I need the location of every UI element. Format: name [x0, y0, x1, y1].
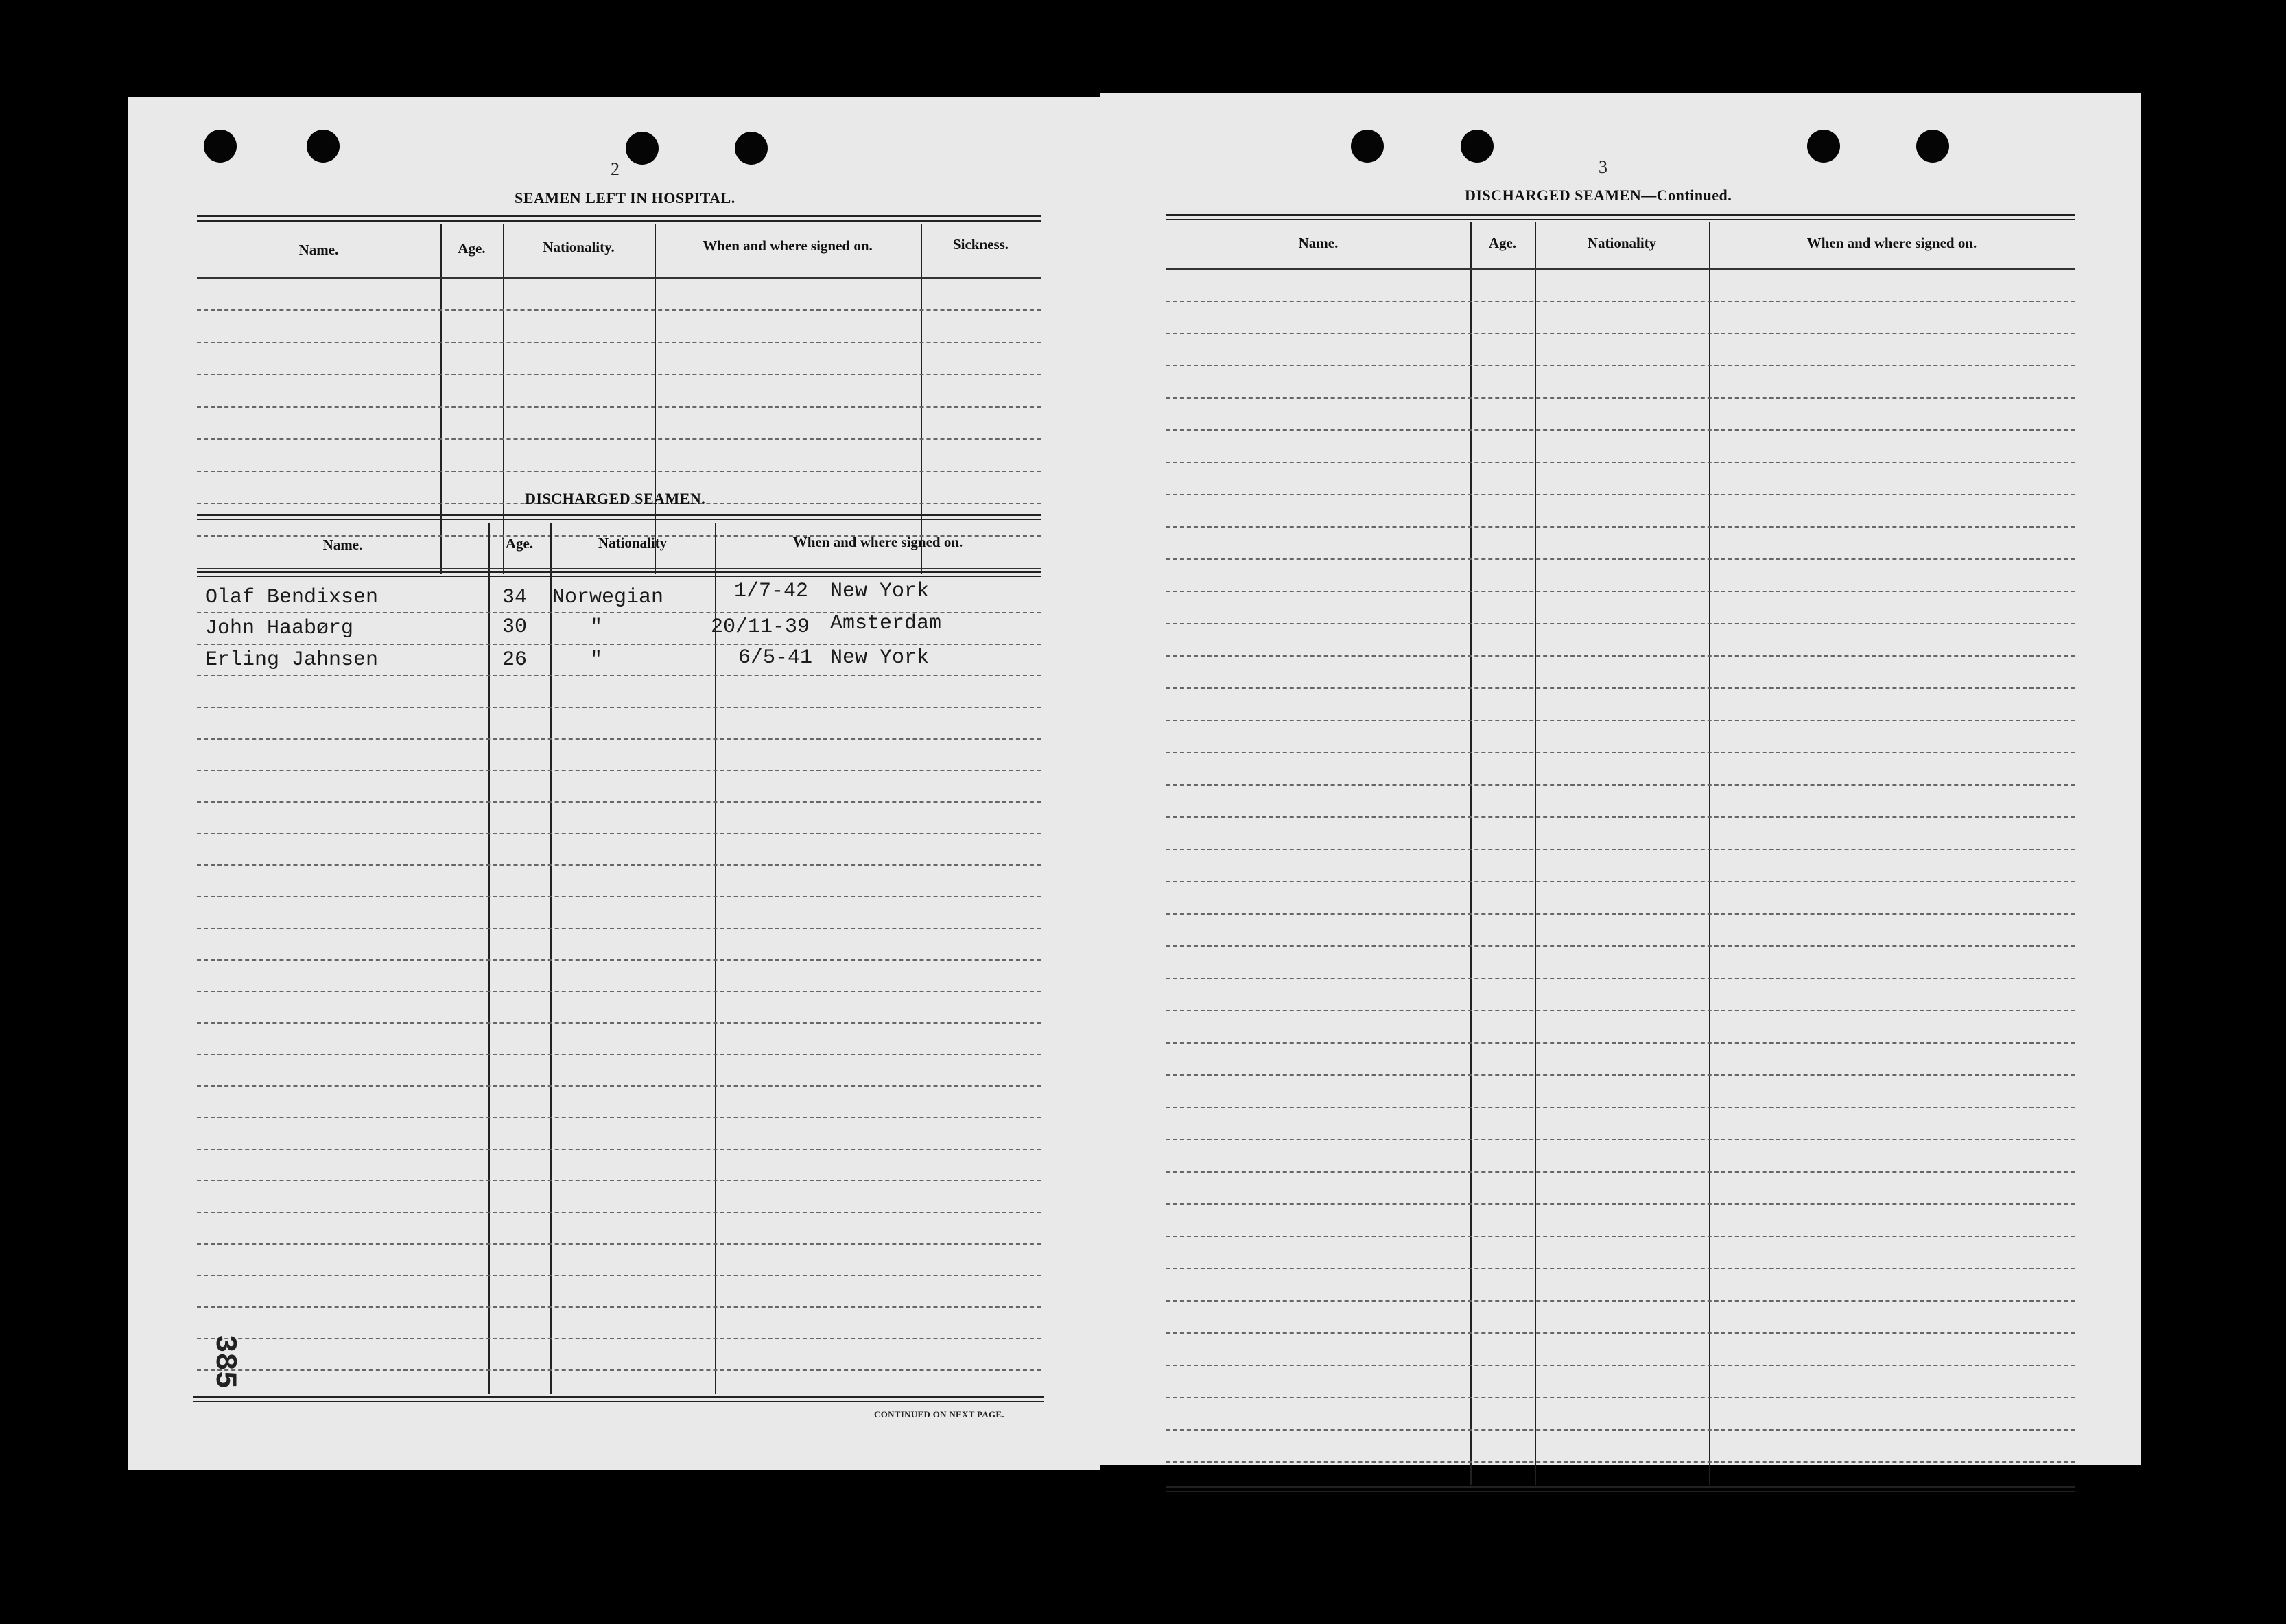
right-top-rule: [1166, 214, 2075, 220]
seaman-nationality: Norwegian: [552, 586, 664, 609]
right-col-age: Age.: [1488, 235, 1517, 251]
page-number: 3: [1599, 157, 1607, 177]
signed-on-date: 1/7-42: [734, 580, 809, 603]
signed-on-date: 6/5-41: [738, 646, 813, 670]
punch-hole: [1461, 130, 1494, 163]
punch-hole: [204, 130, 237, 163]
discharged-section-title: DISCHARGED SEAMEN.: [525, 490, 706, 507]
hospital-col-sickness: Sickness.: [952, 236, 1009, 252]
punch-hole: [1351, 130, 1384, 163]
signed-on-place: New York: [830, 580, 930, 603]
hospital-col-age: Age.: [458, 240, 486, 257]
discharged-col-name: Name.: [322, 537, 363, 553]
right-page: [1100, 93, 2141, 1465]
hospital-section-title: SEAMEN LEFT IN HOSPITAL.: [515, 189, 735, 207]
punch-hole: [626, 132, 659, 165]
hospital-col-nationality: Nationality.: [543, 239, 615, 255]
hospital-col-signed-on: When and where signed on.: [703, 237, 873, 254]
punch-hole: [307, 130, 340, 163]
hospital-col-name: Name.: [298, 242, 339, 258]
right-col-signed-on: When and where signed on.: [1806, 235, 1977, 251]
hospital-bottom-rule: [197, 571, 1041, 577]
punch-hole: [735, 132, 768, 165]
signed-on-place: New York: [830, 646, 930, 670]
page-number: 2: [611, 159, 620, 179]
seaman-age: 30: [502, 615, 528, 639]
signed-on-place: Amsterdam: [830, 612, 942, 635]
discharged-bottom-rule: [193, 1396, 1044, 1402]
seaman-name: Erling Jahnsen: [205, 648, 379, 672]
left-page: [128, 97, 1100, 1470]
seaman-name: John Haabørg: [205, 617, 354, 640]
continued-note: CONTINUED ON NEXT PAGE.: [874, 1409, 1004, 1420]
discharged-col-signed-on: When and where signed on.: [792, 534, 963, 550]
punch-hole: [1807, 130, 1840, 163]
right-bottom-rule: [1166, 1486, 2075, 1492]
discharged-col-age: Age.: [505, 535, 534, 552]
discharged-top-rule: [197, 514, 1041, 520]
page-stamp: 385: [207, 1334, 241, 1389]
punch-hole: [1916, 130, 1949, 163]
seaman-age: 34: [502, 586, 528, 609]
seaman-nationality: ": [590, 648, 603, 672]
seaman-age: 26: [502, 648, 528, 672]
hospital-top-rule: [197, 215, 1041, 222]
right-col-name: Name.: [1298, 235, 1339, 251]
right-col-nationality: Nationality: [1587, 235, 1657, 251]
signed-on-date: 20/11-39: [711, 615, 810, 639]
discharged-continued-title: DISCHARGED SEAMEN—Continued.: [1465, 187, 1732, 204]
seaman-nationality: ": [590, 616, 603, 639]
discharged-col-nationality: Nationality: [598, 534, 668, 551]
seaman-name: Olaf Bendixsen: [205, 586, 379, 609]
